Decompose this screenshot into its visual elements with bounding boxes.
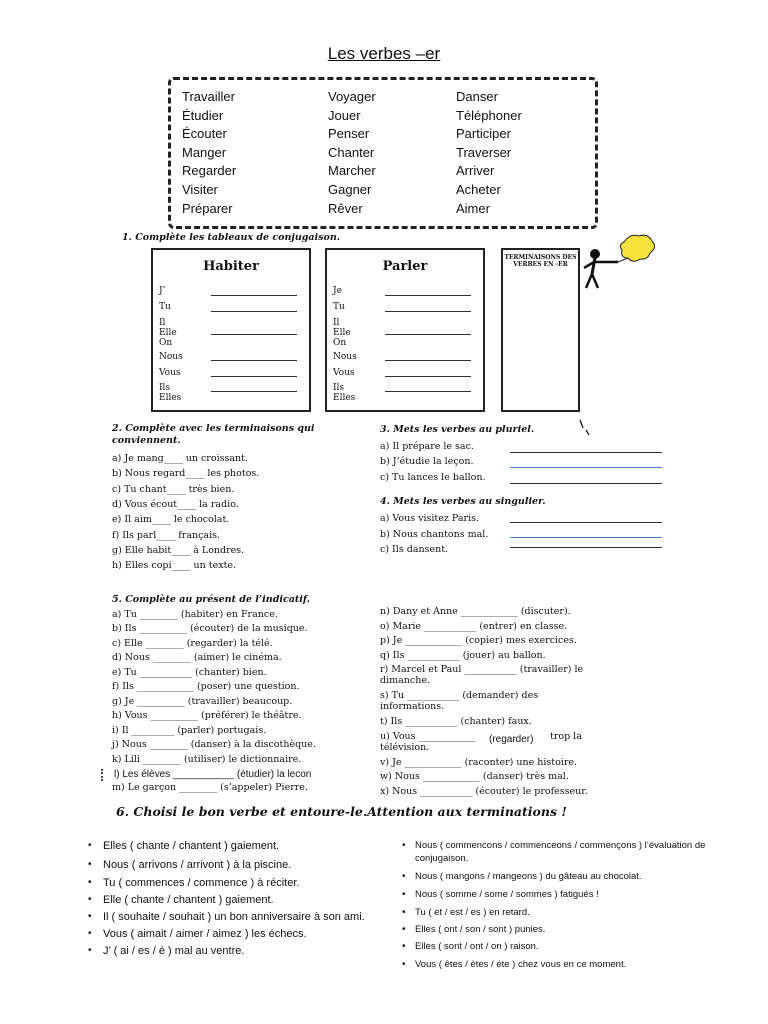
exercise-item: b) Nous chantons mal. (380, 529, 489, 540)
exercise-item: a) Il prépare le sac. (380, 441, 474, 452)
choice-item[interactable]: Nous ( mangons / mangeons ) du gâteau au chocolat. (415, 871, 642, 882)
choice-item[interactable]: Elle ( chante / chantent ) gaiement. (103, 894, 274, 906)
exercise-item[interactable]: e) Il aim____ le chocolat. (112, 514, 230, 525)
answer-line[interactable] (211, 334, 297, 335)
verb-list-box (168, 77, 598, 229)
exercise-item[interactable]: a) Tu ________ (habiter) en France. (112, 609, 278, 620)
exercise-item-continued: trop la (550, 731, 582, 742)
choice-item[interactable]: Tu ( commences / commence ) à réciter. (103, 877, 300, 889)
bullet-icon: • (402, 840, 406, 851)
exercise-1-heading: 1. Complète les tableaux de conjugaison. (122, 232, 341, 243)
exercise-item[interactable]: h) Elles copi____ un texte. (112, 560, 237, 571)
bullet-icon: • (402, 871, 406, 882)
bullet-icon: • (88, 859, 92, 870)
exercise-item[interactable]: m) Le garçon ________ (s’appeler) Pierre. (112, 782, 308, 793)
exercise-item[interactable]: i) Il _________ (parler) portugais. (112, 725, 267, 736)
exercise-item[interactable]: t) Ils ___________ (chanter) faux. (380, 716, 532, 727)
verb-item: Gagner (328, 181, 372, 197)
bullet-icon: • (88, 894, 92, 905)
bullet-icon: • (402, 924, 406, 935)
verb-item: Marcher (328, 163, 376, 179)
exercise-item[interactable]: j) Nous ________ (danser) à la discothèque. (112, 739, 316, 750)
answer-line[interactable] (211, 376, 297, 377)
verb-item: Traverser (456, 144, 512, 160)
exercise-item: c) Tu lances le ballon. (380, 472, 486, 483)
table-title: Habiter (203, 259, 259, 274)
choice-item[interactable]: Nous ( commencons / commenceons / commençons ) l’évaluation de (415, 840, 706, 851)
pronoun: Nous (159, 352, 183, 362)
exercise-item: c) Ils dansent. (380, 544, 449, 555)
answer-line[interactable] (385, 360, 471, 361)
pronoun: Nous (333, 352, 357, 362)
answer-line[interactable] (385, 334, 471, 335)
exercise-5-heading: 5. Complète au présent de l’indicatif. (112, 594, 310, 605)
verb-item: Téléphoner (456, 107, 522, 123)
exercise-item[interactable]: p) Je ____________ (copier) mes exercices. (380, 635, 577, 646)
verb-hint: (regarder) (489, 734, 534, 745)
pronoun: Il Elle On (333, 318, 351, 348)
choice-item[interactable]: Elles ( ont / son / sont ) punies. (415, 924, 546, 935)
exercise-item[interactable]: k) Lili ________ (utiliser) le dictionnaire. (112, 754, 302, 765)
table-title: Parler (382, 259, 428, 274)
exercise-item[interactable]: b) Ils __________ (écouter) de la musique. (112, 623, 308, 634)
pen-mark-icon (577, 418, 591, 438)
exercise-item[interactable]: c) Tu chant____ très bien. (112, 484, 235, 495)
pronoun: Je (333, 286, 342, 296)
bullet-icon: • (402, 889, 406, 900)
exercise-item[interactable]: u) Vous ____________ (380, 731, 476, 742)
answer-line[interactable] (510, 547, 662, 548)
bullet-icon: • (88, 911, 92, 922)
verb-item: Chanter (328, 144, 375, 160)
pronoun: Vous (333, 368, 355, 378)
verb-item: Arriver (456, 163, 495, 179)
pronoun: Tu (159, 302, 171, 312)
verb-item: Travailler (182, 89, 235, 104)
exercise-item[interactable]: g) Elle habit____ à Londres. (112, 545, 245, 556)
verb-item: Penser (328, 126, 370, 142)
bullet-icon: • (88, 928, 92, 939)
answer-line[interactable] (385, 391, 471, 392)
bullet-icon: • (88, 840, 92, 851)
choice-item[interactable]: Il ( souhaite / souhait ) un bon anniversaire à son ami. (103, 911, 365, 923)
exercise-item[interactable]: n) Dany et Anne ____________ (discuter). (380, 606, 571, 617)
pronoun: Il Elle On (159, 318, 177, 348)
answer-line[interactable] (510, 467, 662, 468)
exercise-item[interactable]: h) Vous __________ (préférer) le théâtre. (112, 710, 302, 721)
choice-item[interactable]: Nous ( arrivons / arrivont ) à la piscine. (103, 859, 292, 871)
endings-box-title: TERMINAISONS DES VERBES EN -ER (504, 254, 577, 268)
verb-item: Étudier (182, 107, 224, 123)
choice-item[interactable]: Nous ( somme / some / sommes ) fatigués ! (415, 889, 599, 900)
exercise-item[interactable]: f) Ils parl____ français. (112, 530, 221, 541)
bullet-icon: • (88, 945, 92, 956)
bullet-icon: • (402, 907, 406, 918)
verb-item: Jouer (328, 107, 361, 123)
verb-item: Voyager (328, 89, 376, 104)
exercise-item[interactable]: b) Nous regard____ les photos. (112, 468, 260, 479)
exercise-item[interactable]: d) Nous ________ (aimer) le cinéma. (112, 652, 282, 663)
choice-item-continued: conjugaison. (415, 853, 469, 864)
verb-item: Aimer (456, 200, 490, 216)
exercise-item[interactable]: r) Marcel et Paul ___________ (travailler) le (380, 664, 584, 675)
pronoun: Ils Elles (159, 383, 182, 403)
pronoun: Ils Elles (333, 383, 356, 403)
exercise-2-heading: 2. Complète avec les terminaisons qui conviennent. (112, 423, 315, 446)
answer-line[interactable] (211, 360, 297, 361)
bullet-icon: • (402, 959, 406, 970)
exercise-item[interactable]: a) Je mang____ un croissant. (112, 453, 248, 464)
exercise-item[interactable]: s) Tu ___________ (demander) des (380, 690, 539, 701)
verb-item: Acheter (456, 181, 501, 197)
conjugation-table-habiter (151, 248, 311, 412)
stick-figure-balloon-icon (580, 232, 660, 292)
page-title: Les verbes –er (327, 44, 441, 63)
exercise-item[interactable]: x) Nous ___________ (écouter) le professeur. (380, 786, 588, 797)
exercise-item[interactable]: q) Ils ___________ (jouer) au ballon. (380, 650, 546, 661)
exercise-item[interactable]: l) Les élèves ___________ (étudier) la lecon (114, 769, 312, 780)
answer-line[interactable] (510, 483, 662, 484)
bullet-icon: • (402, 941, 406, 952)
exercise-item[interactable]: c) Elle ________ (regarder) la télé. (112, 638, 273, 649)
answer-line[interactable] (385, 295, 471, 296)
verb-item: Préparer (182, 200, 233, 216)
answer-line[interactable] (211, 391, 297, 392)
exercise-item[interactable]: e) Tu ___________ (chanter) bien. (112, 667, 267, 678)
exercise-item-continued: télévision. (380, 742, 430, 753)
answer-line[interactable] (385, 311, 471, 312)
exercise-item-continued: dimanche. (380, 675, 430, 686)
exercise-item: b) J’étudie la leçon. (380, 456, 474, 467)
exercise-item-continued: informations. (380, 701, 445, 712)
choice-item[interactable]: Elles ( chante / chantent ) gaiement. (103, 840, 280, 852)
choice-item[interactable]: Vous ( êtes / ètes / éte ) chez vous en ce moment. (415, 959, 627, 970)
choice-item[interactable]: J’ ( ai / es / é ) mal au ventre. (103, 945, 245, 957)
answer-line[interactable] (510, 537, 662, 538)
verb-item: Visiter (182, 181, 218, 197)
pronoun: Vous (159, 368, 181, 378)
pronoun: J’ (159, 286, 166, 296)
verb-item: Danser (456, 89, 498, 104)
verb-item: Rêver (328, 200, 363, 216)
answer-line[interactable] (211, 311, 297, 312)
pronoun: Tu (333, 302, 345, 312)
exercise-6-heading: 6. Choisi le bon verbe et entoure-le.Attention aux terminations ! (116, 804, 567, 819)
verb-item: Participer (456, 126, 511, 142)
answer-line[interactable] (510, 522, 662, 523)
exercise-3-heading: 3. Mets les verbes au pluriel. (380, 424, 535, 435)
exercise-item[interactable]: o) Marie ___________ (entrer) en classe. (380, 621, 568, 632)
verb-column-3 (456, 88, 522, 218)
choice-item[interactable]: Tu ( et / est / es ) en retard. (415, 907, 530, 918)
exercise-item: a) Vous visitez Paris. (380, 513, 479, 524)
exercise-item[interactable]: v) Je ____________ (raconter) une histoire. (380, 757, 578, 768)
endings-box[interactable] (501, 248, 580, 412)
exercise-item[interactable]: d) Vous écout____ la radio. (112, 499, 239, 510)
exercise-item[interactable]: g) Je __________ (travailler) beaucoup. (112, 696, 293, 707)
exercise-4-heading: 4. Mets les verbes au singulier. (380, 496, 546, 507)
verb-item: Écouter (182, 126, 227, 142)
verb-column-1 (182, 88, 236, 218)
margin-mark (101, 769, 110, 781)
bullet-icon: • (88, 877, 92, 888)
conjugation-table-parler (325, 248, 485, 412)
choice-item[interactable]: Elles ( sont / ont / on ) raison. (415, 941, 539, 952)
verb-item: Regarder (182, 163, 237, 179)
answer-line[interactable] (211, 295, 297, 296)
verb-item: Manger (182, 144, 227, 160)
verb-column-2 (328, 88, 376, 218)
exercise-item[interactable]: f) Ils ____________ (poser) une question. (112, 681, 300, 692)
answer-line[interactable] (510, 452, 662, 453)
answer-line[interactable] (385, 376, 471, 377)
exercise-item[interactable]: w) Nous ____________ (danser) très mal. (380, 771, 569, 782)
choice-item[interactable]: Vous ( aimait / aimer / aimez ) les échecs. (103, 928, 307, 940)
